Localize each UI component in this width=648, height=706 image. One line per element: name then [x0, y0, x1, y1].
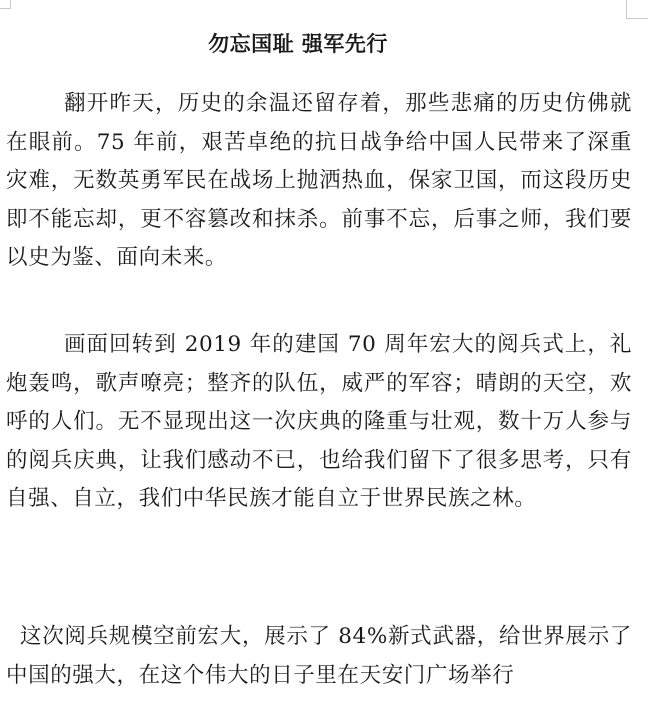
paragraph-2: 画面回转到 2019 年的建国 70 周年宏大的阅兵式上，礼炮轰鸣，歌声嘹亮；整齐的队伍，威严的军容；晴朗的天空，欢呼的人们。无不显现出这一次庆典的隆重与壮观，数十万人参与的阅兵庆典，让我们感动不已，也给我们留下了很多思考，只有自强、自立，我们中华民族才能自立于世界民族之林。 [6, 332, 632, 511]
document-title: 勿忘国耻 强军先行 [208, 32, 388, 56]
page-corner-mark-right [626, 0, 648, 19]
page-corner-mark-left [0, 0, 11, 9]
paragraph-1: 翻开昨天，历史的余温还留存着，那些悲痛的历史仿佛就在眼前。75 年前，艰苦卓绝的抗日战争给中国人民带来了深重灾难，无数英勇军民在战场上抛洒热血，保家卫国，而这段历史即不能忘却，更不容篡改和抹杀。前事不忘，后事之师，我们要以史为鉴、面向未来。 [6, 91, 632, 270]
paragraph-3: 这次阅兵规模空前宏大，展示了 84%新式武器，给世界展示了中国的强大，在这个伟大的日子里在天安门广场举行 [6, 624, 632, 688]
